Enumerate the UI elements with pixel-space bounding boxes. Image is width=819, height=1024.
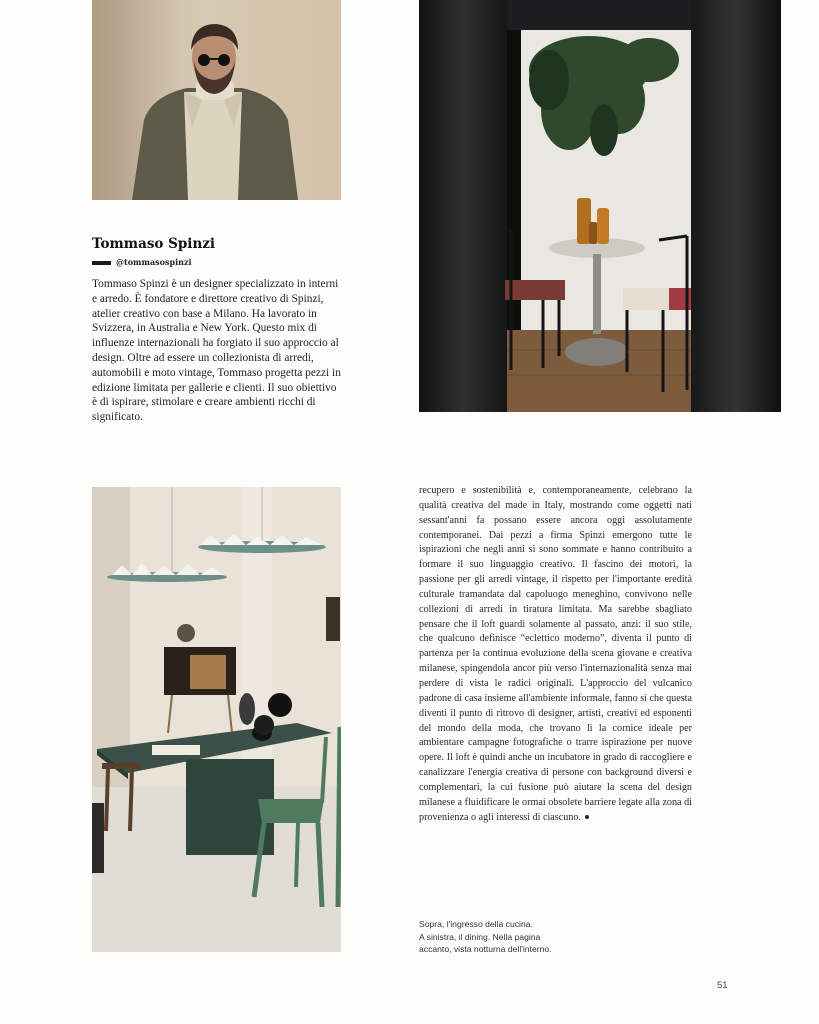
profile-handle: @tommasospinzi <box>116 257 192 267</box>
article-body <box>419 484 692 825</box>
end-mark <box>585 815 589 819</box>
portrait-photo <box>92 0 341 200</box>
article-body-text: recupero e sostenibilità e, contemporaneamente, celebrano la qualità creativa del made in Italy, mostrando come oggetti nati sessant'anni fa possano essere ancora oggi assolutamente contemporanei. Dai pezzi a firma Spinzi emergono tutte le ispirazioni che negli anni si sono sommate e hanno contribuito a formare il suo linguaggio creativo. Il fascino dei motori, la passione per gli arredi vintage, il rispetto per l'importante eredità culturale tramandata dal capoluogo meneghino, convivono nelle collezioni di arredi in tiratura limitata. Ma sarebbe sbagliato pensare che il loft guardi solamente al passato, anzi: il suo stile, che qualcuno definisce “eclettico moderno”, diventa il punto di partenza per la continua evoluzione della scena giovane e creativa milanese, spingendola ancor più verso l'internazionalità senza mai perdere di vista le radici originali. L'approccio del vulcanico padrone di casa insieme all'ambiente informale, fanno sì che questa diventi il punto di ritrovo di designer, artisti, creativi ed esponenti del mondo della moda, che trovano lì la cornice ideale per ambientare campagne fotografiche o trarre ispirazione per nuove opere. Il loft è quindi anche un incubatore in grado di raccogliere e canalizzare l'energia creativa di persone con background diversi e complementari, la cui fusione può aiutare la scena del design milanese a fluidificare le ormai obsolete barriere legate alla zona di provenienza o agli interessi di ciascuno. <box>419 485 692 823</box>
photo-caption <box>419 918 639 956</box>
kitchen-entrance-photo <box>419 0 781 412</box>
caption-line: accanto, vista notturna dell'interno. <box>419 944 552 955</box>
handle-bar-decoration <box>92 261 111 265</box>
profile-bio: Tommaso Spinzi è un designer specializzato in interni e arredo. È fondatore e direttore creativo di Spinzi, atelier creativo con base a Milano. Ha lavorato in Svizzera, in Australia e New York. Questo mix di influenze internazionali ha forgiato il suo approccio al design. Oltre ad essere un collezionista di arredi, automobili e moto vintage, Tommaso progetta pezzi in edizione limitata per gallerie e clienti. Il suo obiettivo è di ispirare, stimolare e creare ambienti ricchi di significato. <box>92 278 341 424</box>
profile-name: Tommaso Spinzi <box>92 236 216 252</box>
caption-line: Sopra, l'ingresso della cucina. <box>419 919 533 929</box>
page-number: 51 <box>717 980 728 991</box>
dining-room-photo <box>92 487 341 952</box>
caption-line: A sinistra, il dining. Nella pagina <box>419 931 541 942</box>
